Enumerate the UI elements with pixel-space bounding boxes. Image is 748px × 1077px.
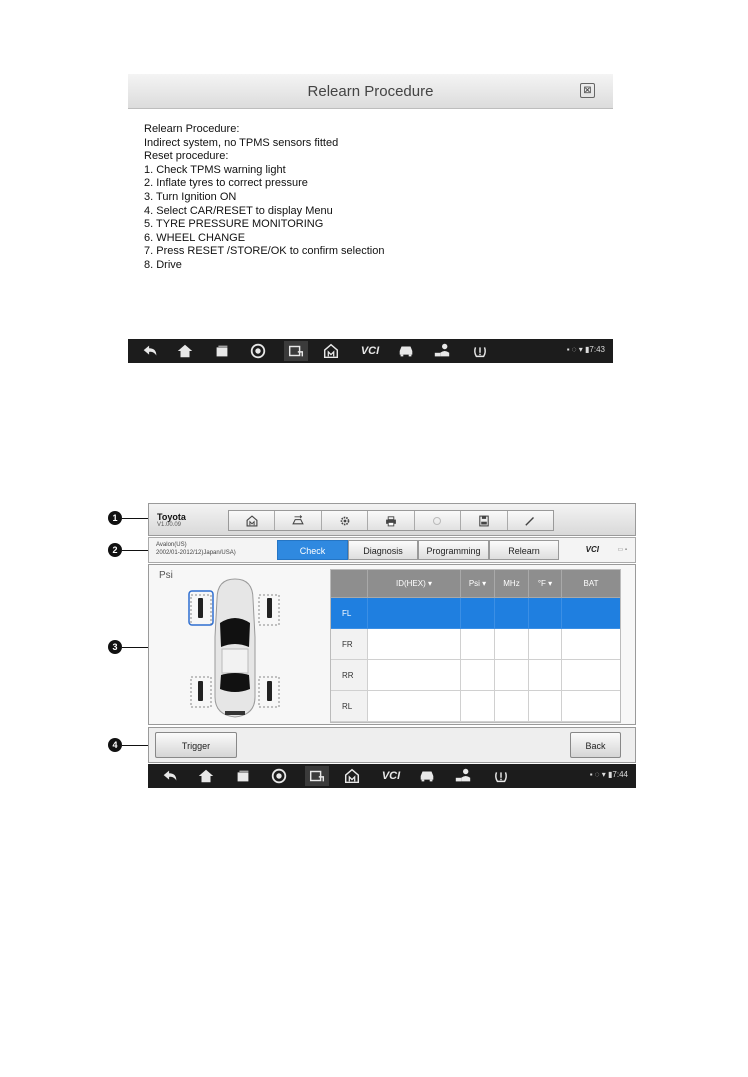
home-icon[interactable]	[175, 341, 195, 361]
instruction-line: 7. Press RESET /STORE/OK to confirm selection	[144, 245, 385, 258]
system-navbar	[148, 764, 636, 788]
vehicle-year-region: 2002/01-2012/12)Japan/USA)	[156, 550, 236, 556]
browser-icon[interactable]	[269, 766, 289, 786]
relearn-procedure-screenshot	[128, 74, 613, 363]
help-icon	[430, 514, 444, 528]
wheel-position: FR	[331, 629, 368, 660]
save-icon	[477, 514, 491, 528]
instruction-line: Indirect system, no TPMS sensors fitted	[144, 136, 339, 149]
table-row[interactable]	[331, 598, 620, 629]
tpms-icon[interactable]	[470, 341, 490, 361]
trigger-button[interactable]: Trigger	[155, 732, 237, 758]
vehicle-model: Avalon(US)	[156, 542, 187, 548]
remote-desk-icon[interactable]	[453, 766, 473, 786]
home-button[interactable]	[229, 511, 275, 530]
callout-line	[122, 647, 148, 648]
instruction-line: 8. Drive	[144, 258, 182, 271]
table-row[interactable]	[331, 691, 620, 722]
vci-status: VCI	[585, 545, 599, 554]
remote-desk-icon[interactable]	[432, 341, 452, 361]
function-toolbar	[228, 510, 554, 531]
instruction-line: 2. Inflate tyres to correct pressure	[144, 177, 308, 190]
vehicle-swap-button[interactable]	[275, 511, 321, 530]
print-button[interactable]	[368, 511, 414, 530]
vci-icon[interactable]: VCI	[360, 345, 380, 357]
wheel-position: FL	[331, 598, 368, 629]
table-header-row	[331, 570, 620, 598]
tpms-check-screenshot	[148, 503, 636, 788]
diagnostics-home-icon[interactable]	[321, 341, 341, 361]
callout-badge: 3	[108, 640, 122, 654]
system-navbar	[128, 339, 613, 363]
instruction-line: 4. Select CAR/RESET to display Menu	[144, 204, 333, 217]
data-logging-button[interactable]	[508, 511, 553, 530]
table-row[interactable]	[331, 660, 620, 691]
tab-diagnosis[interactable]: Diagnosis	[348, 540, 418, 560]
screenshot-icon[interactable]	[305, 766, 329, 786]
tab-relearn[interactable]: Relearn	[489, 540, 559, 560]
recent-apps-icon[interactable]	[233, 766, 253, 786]
software-version: V1.00.09	[157, 522, 182, 528]
pressure-unit-label: Psi	[159, 570, 173, 581]
callout-badge: 1	[108, 511, 122, 525]
diagnostics-home-icon	[245, 514, 259, 528]
save-button[interactable]	[461, 511, 507, 530]
recent-apps-icon[interactable]	[212, 341, 232, 361]
column-header-id[interactable]: ID(HEX) ▾	[368, 570, 461, 598]
battery-icon: ▭ ▪	[617, 547, 627, 553]
column-header-pressure[interactable]: Psi ▾	[461, 570, 495, 598]
column-header-frequency: MHz	[495, 570, 529, 598]
pen-icon	[523, 514, 537, 528]
tpms-sensor-table	[330, 569, 621, 723]
settings-button[interactable]	[322, 511, 368, 530]
tpms-main-area	[148, 564, 636, 725]
back-icon[interactable]	[140, 341, 160, 361]
instruction-line: Reset procedure:	[144, 150, 229, 163]
column-header-battery: BAT	[562, 570, 620, 598]
vehicle-swap-icon	[291, 514, 305, 528]
relearn-header	[128, 74, 613, 109]
car-icon[interactable]	[396, 341, 416, 361]
function-button-bar	[148, 727, 636, 763]
instruction-line: Relearn Procedure:	[144, 123, 240, 135]
wheel-position: RR	[331, 660, 368, 691]
diagnostics-home-icon[interactable]	[342, 766, 362, 786]
vehicle-make: Toyota	[157, 512, 186, 522]
screenshot-icon[interactable]	[284, 341, 308, 361]
vci-icon[interactable]: VCI	[381, 770, 401, 782]
status-bar: ▪ ◌ ▾ ▮7:44	[589, 770, 628, 779]
callout-line	[122, 745, 148, 746]
tab-programming[interactable]: Programming	[418, 540, 489, 560]
exit-fullscreen-icon[interactable]: ⊠	[580, 83, 595, 98]
callout-line	[122, 518, 148, 519]
status-bar: ▪ ◌ ▾ ▮7:43	[566, 345, 605, 354]
instruction-line: 6. WHEEL CHANGE	[144, 231, 246, 244]
clock: 7:43	[589, 345, 605, 354]
tpms-top-bar	[148, 503, 636, 536]
print-icon	[384, 514, 398, 528]
wheel-position: RL	[331, 691, 368, 722]
browser-icon[interactable]	[248, 341, 268, 361]
table-row[interactable]	[331, 629, 620, 660]
instruction-line: 1. Check TPMS warning light	[144, 163, 286, 176]
tpms-icon[interactable]	[491, 766, 511, 786]
callout-line	[122, 550, 148, 551]
back-button[interactable]: Back	[570, 732, 621, 758]
callout-badge: 4	[108, 738, 122, 752]
relearn-title: Relearn Procedure	[307, 83, 434, 100]
clock: 7:44	[612, 770, 628, 779]
car-top-view-image	[187, 577, 317, 723]
instruction-line: 3. Turn Ignition ON	[144, 190, 237, 203]
column-header-temperature[interactable]: °F ▾	[529, 570, 562, 598]
vehicle-info-bar	[148, 537, 636, 563]
help-button	[415, 511, 461, 530]
relearn-instructions	[144, 123, 384, 273]
gear-icon	[338, 514, 352, 528]
car-icon[interactable]	[417, 766, 437, 786]
back-icon[interactable]	[160, 766, 180, 786]
callout-badge: 2	[108, 543, 122, 557]
tab-check[interactable]: Check	[277, 540, 348, 560]
column-header	[331, 570, 368, 598]
instruction-line: 5. TYRE PRESSURE MONITORING	[144, 218, 324, 231]
home-icon[interactable]	[196, 766, 216, 786]
